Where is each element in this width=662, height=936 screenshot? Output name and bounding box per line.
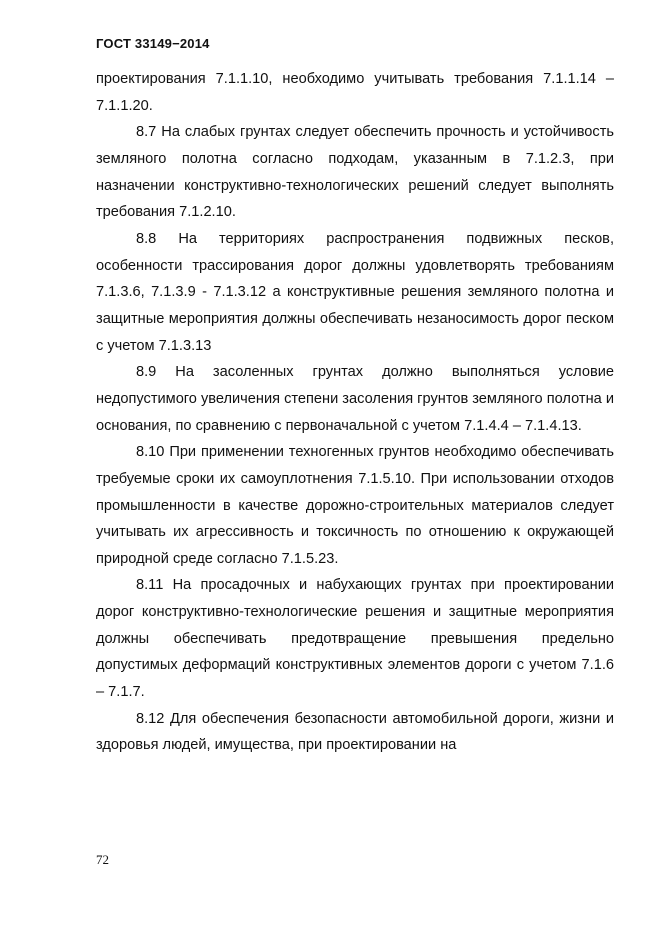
page-header-title: ГОСТ 33149−2014 — [96, 36, 210, 51]
paragraph-8-9: 8.9 На засоленных грунтах должно выполняться условие недопустимого увеличения степени засоления грунтов земляного полотна и основания, по сравнению с первоначальной с учетом 7.1.4.4 – 7.1.4.13. — [96, 364, 614, 434]
paragraph-continuation: проектирования 7.1.1.10, необходимо учитывать требования 7.1.1.14 – 7.1.1.20. — [96, 71, 614, 114]
paragraph-8-11: 8.11 На просадочных и набухающих грунтах при проектировании дорог конструктивно-технологические решения и защитные мероприятия должны обеспечивать предотвращение превышения предельно допустимых деформаций конструктивных элементов дороги с учетом 7.1.6 – 7.1.7. — [96, 577, 614, 701]
body-text — [96, 66, 614, 759]
paragraph-8-12: 8.12 Для обеспечения безопасности автомобильной дороги, жизни и здоровья людей, имущества, при проектировании на — [96, 710, 614, 754]
paragraph-8-10: 8.10 При применении техногенных грунтов необходимо обеспечивать требуемые сроки их самоуплотнения 7.1.5.10. При использовании отходов промышленности в качестве дорожно-строительных материалов следует учитывать их агрессивность и токсичность по отношению к окружающей природной среде согласно 7.1.5.23. — [96, 444, 614, 567]
paragraph-8-8: 8.8 На территориях распространения подвижных песков, особенности трассирования дорог должны удовлетворять требованиям 7.1.3.6, 7.1.3.9 - 7.1.3.12 а конструктивные решения земляного полотна и защитные мероприятия должны обеспечивать незаносимость дорог песком с учетом 7.1.3.13 — [96, 230, 614, 354]
paragraph-8-7: 8.7 На слабых грунтах следует обеспечить прочность и устойчивость земляного полотна согласно подходам, указанным в 7.1.2.3, при назначении конструктивно-технологических решений следует выполнять требования 7.1.2.10. — [96, 124, 614, 221]
page-number: 72 — [96, 852, 109, 867]
